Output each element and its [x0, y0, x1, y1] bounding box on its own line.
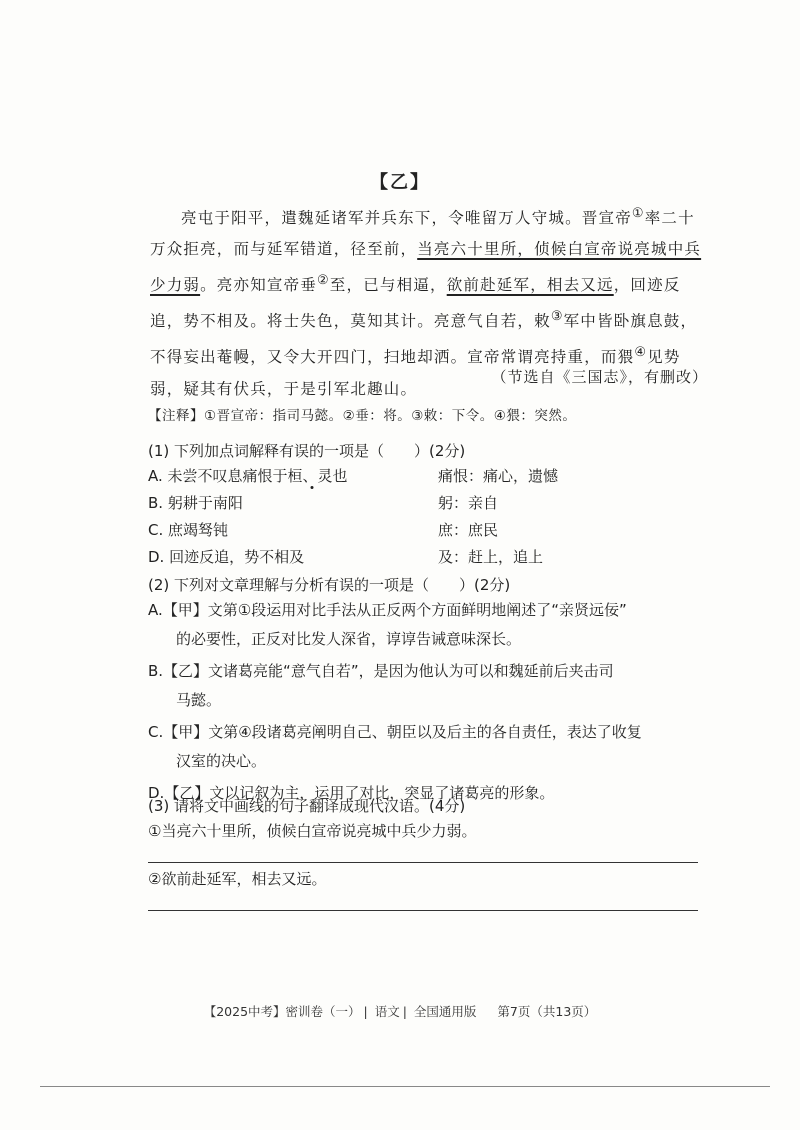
emphasis-dots: [298, 465, 326, 483]
underlined-sentence-2: 欲前赴延军，相去又远: [446, 276, 614, 295]
q2-option-c-line1: C.【甲】文第④段诸葛亮阐明自己、朝臣以及后主的各自责任，表达了收复: [148, 723, 642, 741]
note-marker-1: ①: [631, 206, 645, 221]
question-1-stem: (1) 下列加点词解释有误的一项是（ ）(2分): [148, 442, 466, 460]
source-citation: （节选自《三国志》，有删改）: [491, 368, 708, 386]
passage-line-3: 军中皆卧旗息鼓，不得妄出菴幔，又令大开四门，扫地却洒。宣帝常谓亮持重，而猥: [150, 312, 698, 367]
option-b-text: B. 躬耕于南阳: [148, 494, 243, 512]
question-3-stem: (3) 请将文中画线的句子翻译成现代汉语。(4分): [148, 797, 466, 815]
question-2-options: [148, 596, 708, 808]
footer-exam-name: 【2025中考】密训卷（一）: [203, 1004, 361, 1019]
passage-line-2b: 至，已与相逼，: [329, 276, 447, 295]
passage-line-4: 见势弱，疑其有伏兵，于是引军北趣山。: [150, 348, 681, 398]
footer-subject: 语文: [374, 1004, 400, 1019]
q2-option-c-line2: 汉室的决心。: [176, 752, 267, 770]
section-title: 【乙】: [370, 172, 430, 193]
option-a-text: A. 未尝不叹息痛恨于桓、灵也: [148, 467, 348, 485]
note-marker-4: ④: [634, 345, 648, 361]
passage-line-1: 亮屯于阳平，遣魏延诸军并兵东下，令唯留万人守城。晋宣帝: [181, 209, 632, 228]
option-a-gloss: 痛恨：痛心，遗憾: [438, 467, 559, 485]
question-3-sentence-1: ①当亮六十里所，侦候白宣帝说亮城中兵少力弱。: [148, 822, 477, 840]
scan-edge-line: [40, 1086, 770, 1087]
option-c-gloss: 庶：庶民: [438, 521, 499, 539]
answer-line-1[interactable]: [148, 862, 698, 863]
note-marker-2: ②: [317, 273, 330, 289]
option-d-gloss: 及：赶上，追上: [438, 548, 544, 566]
q2-option-b-line2: 马懿。: [176, 691, 222, 709]
passage-line-2a: 。亮亦知宣帝垂: [200, 276, 318, 295]
footer-page-number: 第7页（共13页）: [497, 1004, 597, 1019]
option-b-gloss: 躬：亲自: [438, 494, 499, 512]
option-c-text: C. 庶竭驽钝: [148, 521, 229, 539]
q2-option-d: D.【乙】文以记叙为主，运用了对比，突显了诸葛亮的形象。: [148, 784, 555, 802]
note-marker-3: ③: [550, 309, 564, 325]
passage-line-2c: ，回迹反追，势不相及。将士失色，莫知其计。亮意气自若，敕: [150, 276, 681, 331]
option-d-text: D. 回迹反追，势不相及: [148, 548, 305, 566]
passage-line-1-end: 率二十万众拒亮，而与延军错道，径至前，: [150, 209, 695, 259]
q2-option-b-line1: B.【乙】文诸葛亮能“意气自若”，是因为他认为可以和魏延前后夹击司: [148, 662, 614, 680]
q2-option-a-line1: A.【甲】文第①段运用对比手法从正反两个方面鲜明地阐述了“亲贤远佞”: [148, 601, 627, 619]
page-footer: 【2025中考】密训卷（一） | 语文 | 全国通用版 第7页（共13页）: [203, 1004, 597, 1019]
annotations: 【注释】①晋宣帝：指司马懿。②垂：将。③敕：下令。④猥：突然。: [148, 408, 577, 424]
question-2-stem: (2) 下列对文章理解与分析有误的一项是（ ）(2分): [148, 576, 511, 594]
underlined-sentence-1: 当亮六十里所，侦候白宣帝说亮城中兵少力弱: [150, 240, 702, 295]
q2-option-a-line2: 的必要性，正反对比发人深省，谆谆告诫意味深长。: [176, 630, 522, 648]
answer-line-2[interactable]: [148, 910, 698, 911]
question-3-sentence-2: ②欲前赴延军，相去又远。: [148, 870, 327, 888]
footer-edition: 全国通用版: [413, 1004, 477, 1019]
